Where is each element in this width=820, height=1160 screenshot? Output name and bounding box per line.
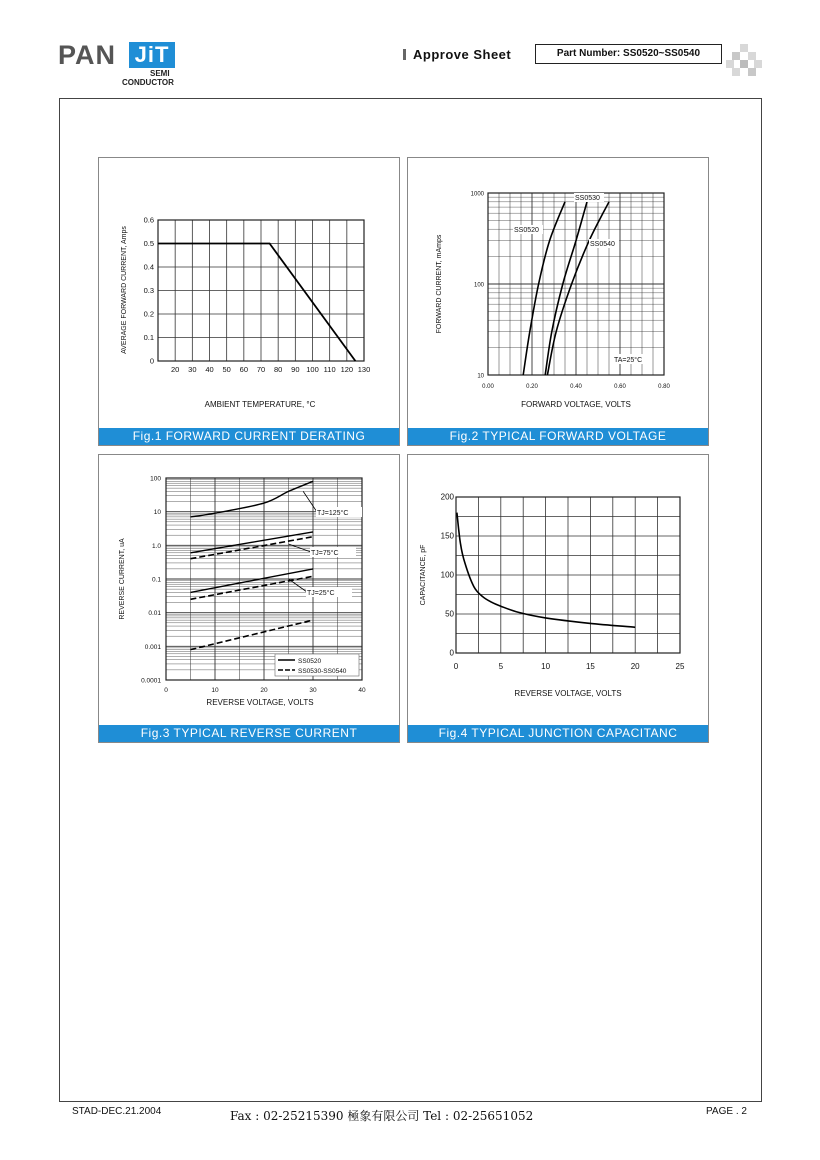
- fig1-x-tick-label: 30: [188, 365, 197, 374]
- fig1-y-tick-label: 0.2: [143, 309, 154, 319]
- fig3-x-tick-label: 0: [164, 687, 168, 694]
- fig1-y-axis-label: AVERAGE FORWARD CURRENT, Amps: [121, 226, 128, 354]
- fig2-series-label: SS0520: [514, 227, 539, 234]
- logo-conductor-text: CONDUCTOR: [122, 78, 174, 87]
- fig3-legend-label: SS0520: [298, 658, 322, 665]
- fig2-x-axis-label: FORWARD VOLTAGE, VOLTS: [521, 400, 631, 409]
- fig1-x-tick-label: 120: [340, 365, 354, 374]
- fig4-x-tick-label: 0: [453, 662, 459, 671]
- fig2-series-label: SS0530: [575, 195, 600, 202]
- fig1-y-tick-label: 0.1: [143, 333, 154, 342]
- logo-jit-text: JiT: [129, 42, 175, 68]
- fig4-y-tick-label: 100: [440, 570, 454, 580]
- fig1-x-tick-label: 20: [170, 365, 180, 374]
- fig2-y-tick-label: 10: [477, 373, 484, 380]
- fig1-y-tick-label: 0: [149, 356, 154, 366]
- fig2-y-tick-label: 1000: [470, 191, 484, 198]
- fig3-x-tick-label: 20: [260, 687, 268, 694]
- fig3-y-tick-label: 100: [150, 475, 161, 483]
- fig2-x-tick-label: 0.00: [482, 384, 494, 390]
- fig2-y-axis-label: FORWARD CURRENT, mAmps: [436, 234, 443, 334]
- fig1-x-tick-label: 110: [323, 365, 336, 374]
- fig1-x-tick-label: 70: [256, 365, 266, 374]
- fig3-annotation: TJ=125°C: [317, 510, 349, 517]
- figure-2: [407, 157, 709, 446]
- approve-sheet-text: Approve Sheet: [413, 47, 512, 62]
- figure-1: [98, 157, 400, 446]
- fig4-x-tick-label: 25: [675, 662, 685, 671]
- fig4-x-axis-label: REVERSE VOLTAGE, VOLTS: [514, 689, 622, 698]
- company-logo: [58, 40, 188, 90]
- fig1-y-tick-label: 0.4: [143, 262, 154, 272]
- fig1-y-tick-label: 0.6: [143, 215, 154, 225]
- fig2-y-tick-label: 100: [473, 282, 484, 289]
- fig3-annotation: TJ=25°C: [307, 590, 335, 597]
- part-number-box: Part Number: SS0520~SS0540: [535, 44, 722, 64]
- fig4-y-tick-label: 50: [445, 609, 454, 619]
- fig3-legend-label: SS0530-SS0540: [298, 668, 347, 675]
- fig2-x-tick-label: 0.60: [614, 384, 626, 390]
- footer-page-number: PAGE . 2: [706, 1106, 747, 1117]
- fig3-chart: [99, 455, 399, 725]
- fig4-x-tick-label: 20: [630, 662, 640, 671]
- fig4-caption: Fig.4 TYPICAL JUNCTION CAPACITANC: [408, 725, 708, 742]
- fig2-x-tick-label: 0.40: [570, 384, 582, 390]
- fig1-x-axis-label: AMBIENT TEMPERATURE, °C: [204, 400, 316, 409]
- fig1-x-tick-label: 90: [291, 365, 300, 374]
- fig3-x-tick-label: 10: [211, 687, 219, 694]
- approve-sheet-title: [403, 47, 511, 62]
- fig3-x-axis-label: REVERSE VOLTAGE, VOLTS: [206, 698, 314, 707]
- title-bar-marker: [403, 49, 406, 60]
- fig3-caption: Fig.3 TYPICAL REVERSE CURRENT: [99, 725, 399, 742]
- fig1-series-line: [158, 244, 355, 362]
- fig1-x-tick-label: 50: [222, 365, 231, 374]
- fig4-y-axis-label: CAPACITANCE, pF: [420, 544, 427, 606]
- fig4-x-tick-label: 15: [585, 662, 595, 671]
- decorative-squares-icon: [726, 44, 762, 78]
- fig1-y-tick-label: 0.3: [143, 286, 154, 295]
- fig3-annotation-arrow: [289, 579, 308, 592]
- figure-4: [407, 454, 709, 743]
- fig3-y-tick-label: 0.0001: [141, 677, 161, 685]
- fig1-x-tick-label: 40: [205, 365, 214, 374]
- fig2-chart: [408, 158, 708, 428]
- fig3-y-tick-label: 0.001: [144, 643, 161, 651]
- fig3-series-line: [191, 576, 314, 599]
- fig1-y-tick-label: 0.5: [143, 239, 154, 248]
- fig1-x-tick-label: 80: [273, 365, 283, 374]
- logo-semi-text: SEMI: [150, 69, 170, 78]
- fig4-y-tick-label: 150: [440, 531, 454, 541]
- logo-pan-text: PAN: [58, 40, 117, 70]
- fig3-y-tick-label: 0.01: [148, 610, 161, 618]
- fig4-chart: [408, 455, 708, 725]
- fig4-x-tick-label: 5: [498, 662, 504, 671]
- footer-doc-code: STAD-DEC.21.2004: [72, 1106, 162, 1117]
- fig2-annotation: TA=25°C: [614, 357, 643, 364]
- fig3-y-tick-label: 0.1: [151, 576, 161, 584]
- fig1-chart: [99, 158, 399, 428]
- fig3-y-tick-label: 10: [153, 509, 161, 517]
- figure-3: [98, 454, 400, 743]
- fig3-series-line: [191, 620, 314, 650]
- fig4-x-tick-label: 10: [541, 662, 551, 671]
- fig3-y-tick-label: 1.0: [151, 542, 161, 550]
- fig3-x-tick-label: 30: [309, 687, 317, 694]
- fig2-x-tick-label: 0.80: [658, 384, 670, 390]
- fig3-x-tick-label: 40: [358, 687, 366, 694]
- fig3-y-axis-label: REVERSE CURRENT, uA: [119, 538, 126, 620]
- fig2-series-label: SS0540: [590, 241, 615, 248]
- fig2-x-tick-label: 0.20: [526, 384, 538, 390]
- fig1-x-tick-label: 100: [306, 365, 319, 374]
- fig1-x-tick-label: 130: [357, 365, 371, 374]
- footer-contact: Fax : 02-25215390 極象有限公司 Tel : 02-25651052: [230, 1109, 534, 1123]
- fig1-caption: Fig.1 FORWARD CURRENT DERATING: [99, 428, 399, 445]
- fig1-x-tick-label: 60: [239, 365, 249, 374]
- fig2-series-line: [547, 202, 609, 375]
- fig2-caption: Fig.2 TYPICAL FORWARD VOLTAGE: [408, 428, 708, 445]
- fig4-y-tick-label: 200: [440, 492, 454, 502]
- fig2-series-line: [545, 202, 587, 375]
- fig4-series-line: [457, 513, 635, 628]
- fig4-y-tick-label: 0: [449, 648, 454, 658]
- fig3-annotation: TJ=75°C: [311, 550, 339, 557]
